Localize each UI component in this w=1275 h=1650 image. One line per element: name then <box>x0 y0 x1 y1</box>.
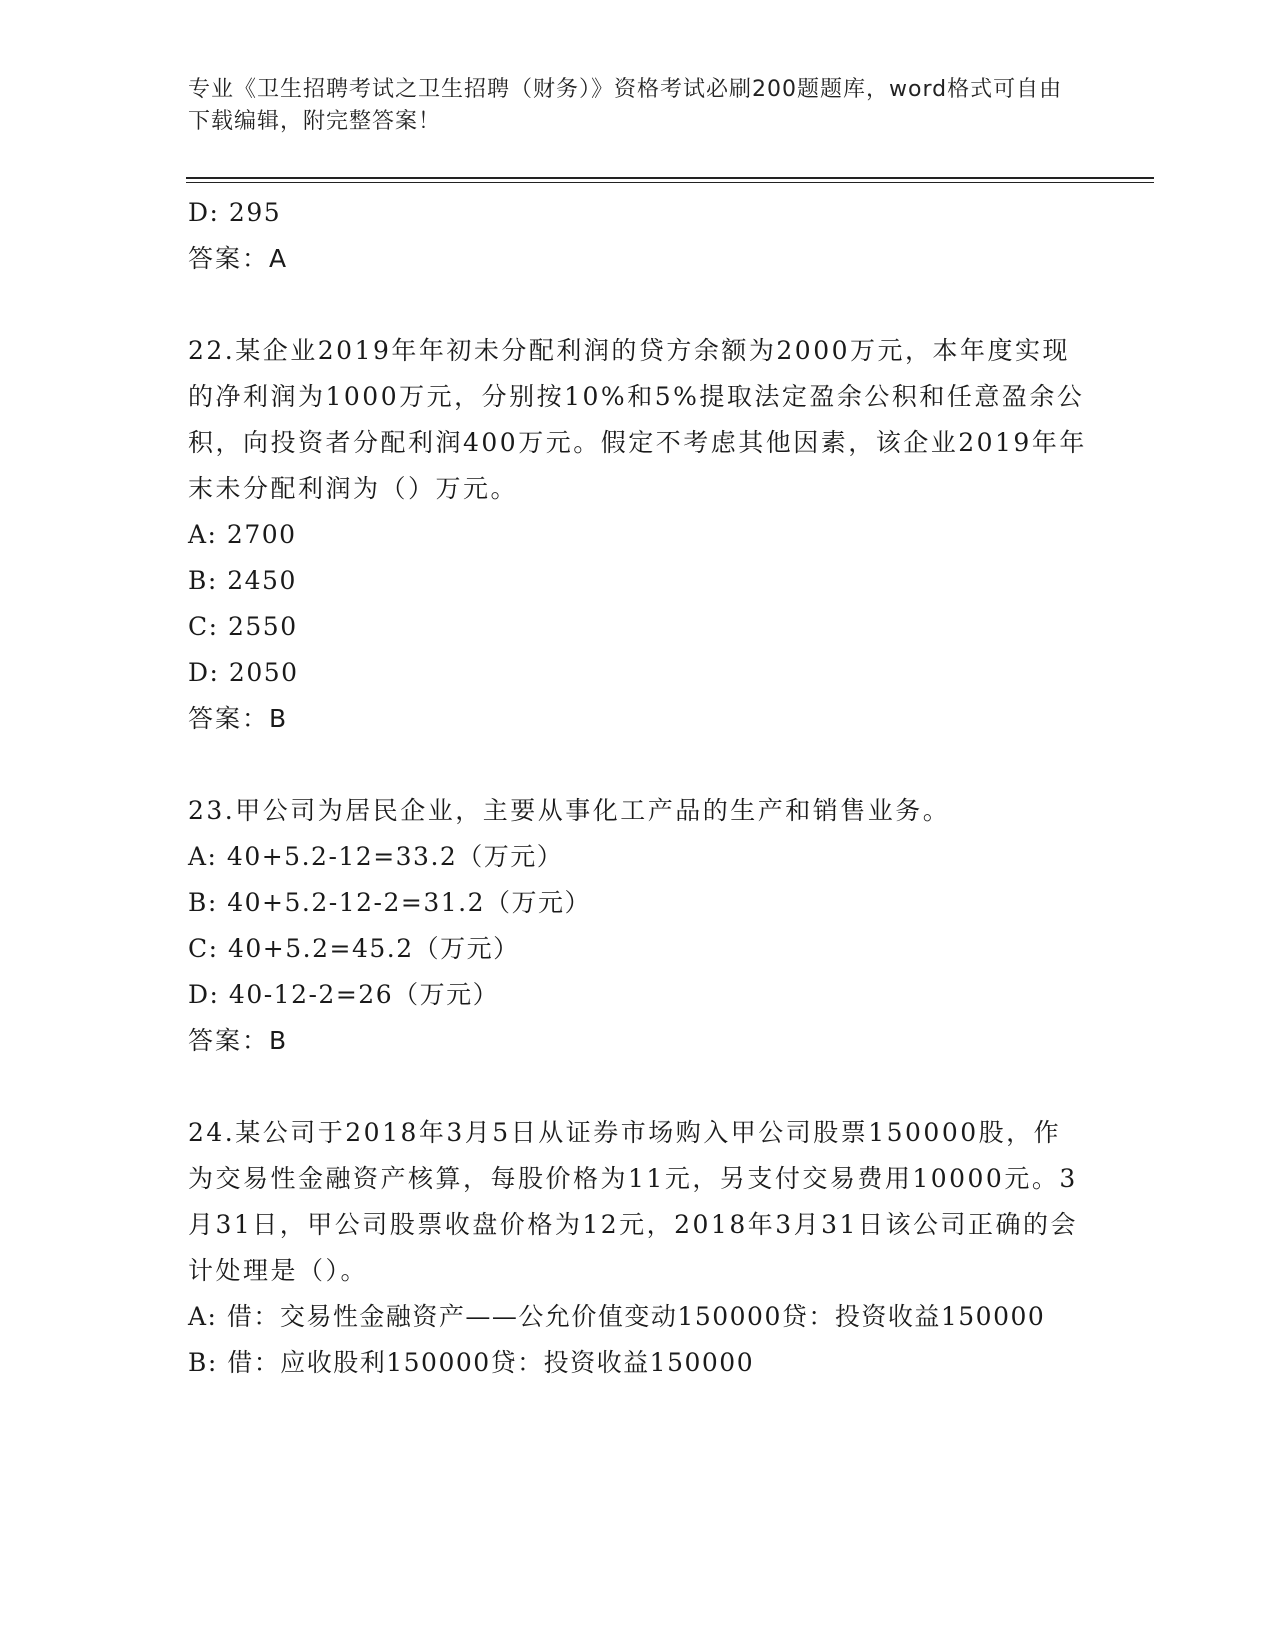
page-header: 专业《卫生招聘考试之卫生招聘（财务）》资格考试必刷200题题库，word格式可自由下载编辑，附完整答案！ <box>188 77 1063 134</box>
question-stem: 22.某企业2019年年初未分配利润的贷方余额为2000万元，本年度实现的净利润为1000万元，分别按10%和5%提取法定盈余公积和任意盈余公积，向投资者分配利润400万元。假定不考虑其他因素，该企业2019年年末未分配利润为（）万元。 <box>188 336 1087 503</box>
option-a: A: 40+5.2-12=33.2（万元） <box>188 842 564 871</box>
answer: 答案：B <box>188 704 289 733</box>
option-b: B: 借：应收股利150000贷：投资收益150000 <box>188 1348 755 1377</box>
answer: 答案：A <box>188 244 289 273</box>
question-22 <box>188 328 1088 512</box>
document-body <box>188 190 1088 1386</box>
header-divider <box>186 177 1154 183</box>
question-stem: 23.甲公司为居民企业，主要从事化工产品的生产和销售业务。 <box>188 796 951 825</box>
option-d: D: 2050 <box>188 658 299 687</box>
option-a: A: 2700 <box>188 520 297 549</box>
option-c: C: 2550 <box>188 612 298 641</box>
option-c: C: 40+5.2=45.2（万元） <box>188 934 520 963</box>
question-23 <box>188 788 1088 834</box>
option-b: B: 2450 <box>188 566 297 595</box>
question-stem: 24.某公司于2018年3月5日从证券市场购入甲公司股票150000股，作为交易性金融资产核算，每股价格为11元，另支付交易费用10000元。3月31日，甲公司股票收盘价格为12元，2018年3月31日该公司正确的会计处理是（）。 <box>188 1118 1078 1285</box>
question-24 <box>188 1110 1088 1294</box>
option-b: B: 40+5.2-12-2=31.2（万元） <box>188 888 591 917</box>
option-d: D: 295 <box>188 198 282 227</box>
option-d: D: 40-12-2=26（万元） <box>188 980 500 1009</box>
answer: 答案：B <box>188 1026 289 1055</box>
option-a: A: 借：交易性金融资产——公允价值变动150000贷：投资收益150000 <box>188 1302 1046 1331</box>
